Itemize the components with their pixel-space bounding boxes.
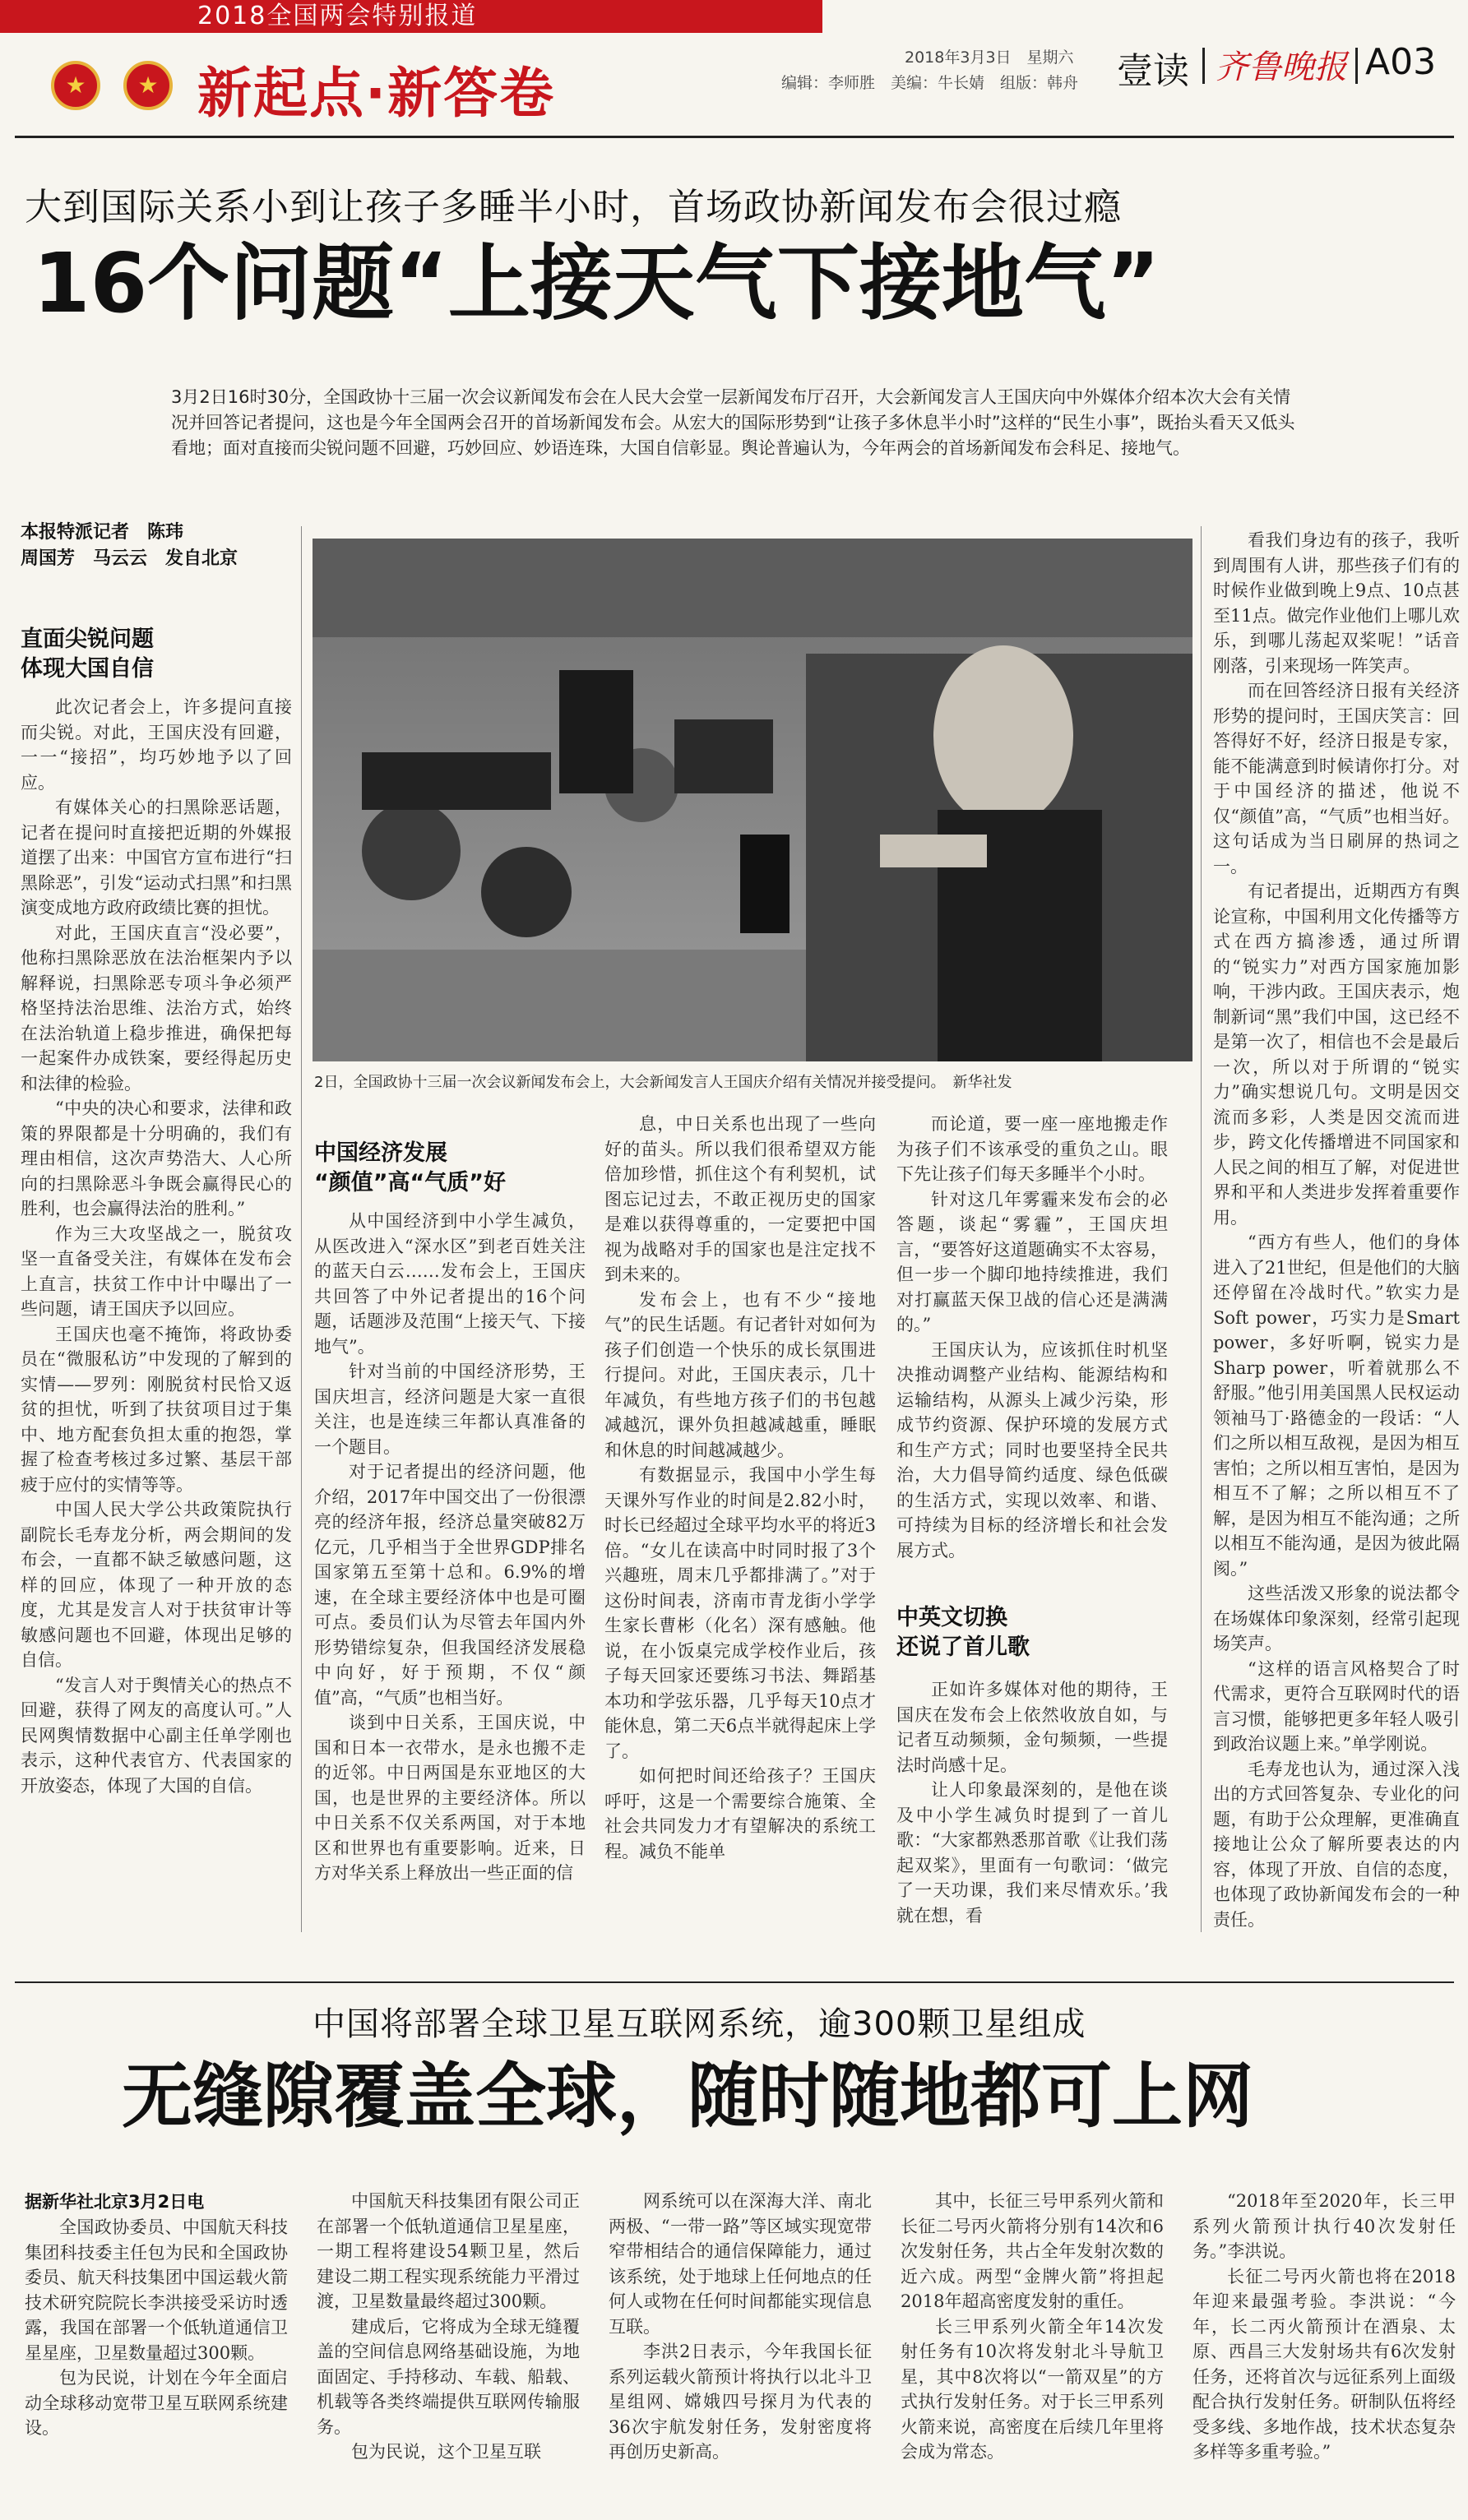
paragraph: 毛寿龙也认为，通过深入浅出的方式回答复杂、专业化的问题，有助于公众理解，更准确直接地让公众了解所要表达的内容，体现了开放、自信的态度，也体现了政协新闻发布会的一种责任。 (1213, 1759, 1460, 1930)
paragraph: 全国政协委员、中国航天科技集团科技委主任包为民和全国政协委员、航天科技集团中国运载火箭技术研究院院长李洪接受采访时透露，我国在部署一个低轨道通信卫星星座，卫星数量超过300颗。 (25, 2217, 288, 2363)
story1-column-5 (1213, 528, 1460, 1934)
paragraph: “2018年至2020年，长三甲系列火箭预计执行40次发射任务。”李洪说。 (1192, 2191, 1456, 2261)
paragraph: 作为三大攻坚战之一，脱贫攻坚一直备受关注，有媒体在发布会上直言，扶贫工作中计中曝出了一些问题，请王国庆予以回应。 (21, 1223, 292, 1319)
paragraph: 王国庆认为，应该抓住时机坚决推动调整产业结构、能源结构和运输结构，从源头上减少污染，形成节约资源、保护环境的发展方式和生产方式；同时也要坚持全民共治，大力倡导简约适度、绿色低碳的生活方式，实现以效率、和谐、可持续为目标的经济增长和社会发展方式。 (896, 1339, 1168, 1561)
paragraph: 其中，长征三号甲系列火箭和长征二号丙火箭将分别有14次和6次发射任务，共占全年发射次数的近六成。两型“金牌火箭”将担起2018年超高密度发射的重任。 (901, 2191, 1164, 2311)
story2-column-5 (1192, 2189, 1456, 2509)
divider (1202, 48, 1205, 84)
story2-kicker: 中国将部署全球卫星互联网系统，逾300颗卫星组成 (313, 2005, 1086, 2043)
story2-column-1 (25, 2189, 288, 2495)
masthead (0, 0, 1468, 136)
paragraph: 而在回答经济日报有关经济形势的提问时，王国庆笑言：回答得好不好，经济日报是专家，能不能满意到时候请你打分。对于中国经济的描述，他说不仅“颜值”高，“气质”也相当好。这句话成为当日刷屏的热词之一。 (1213, 681, 1460, 876)
paragraph: 让人印象最深刻的，是他在谈及中小学生减负时提到了一首儿歌：“大家都熟悉那首歌《让我们荡起双桨》，里面有一句歌词：‘做完了一天功课，我们来尽情欢乐。’我就在想，看 (896, 1780, 1168, 1926)
subhead-economy: 中国经济发展 “颜值”高“气质”好 (314, 1140, 506, 1195)
paragraph: 正如许多媒体对他的期待，王国庆在发布会上依然收放自如，与记者互动频频，金句频频，一些提法时尚感十足。 (896, 1680, 1168, 1775)
paragraph: 谈到中日关系，王国庆说，中国和日本一衣带水，是永也搬不走的近邻。中日两国是东亚地区的大国，也是世界的主要经济体。所以中日关系不仅关系两国，对于本地区和世界也有重要影响。近来，日方对华关系上释放出一些正面的信 (314, 1713, 586, 1883)
paragraph: 李洪2日表示，今年我国长征系列运载火箭预计将执行以北斗卫星组网、嫦娥四号探月为代表的36次宇航发射任务，发射密度将再创历史新高。 (609, 2342, 872, 2462)
paragraph: 如何把时间还给孩子？王国庆呼吁，这是一个需要综合施策、全社会共同发力才有望解决的系统工程。减负不能单 (604, 1766, 876, 1861)
paragraph: 针对这几年雾霾来发布会的必答题，谈起“雾霾”，王国庆坦言，“要答好这道题确实不太容易，但一步一个脚印地持续推进，我们对打赢蓝天保卫战的信心还是满满的。” (896, 1189, 1168, 1334)
story2-column-4 (901, 2189, 1164, 2509)
story1-column-4 (896, 1112, 1168, 1605)
paragraph: 长三甲系列火箭全年14次发射任务有10次将发射北斗导航卫星，其中8次将以“一箭双星”的方式执行发射任务。对于长三甲系列火箭来说，高密度在后续几年里将会成为常态。 (901, 2316, 1164, 2462)
story1-column-3 (604, 1112, 876, 1934)
story2-column-2 (317, 2189, 580, 2509)
paragraph: 中国人民大学公共政策院执行副院长毛寿龙分析，两会期间的发布会，一直都不缺乏敏感问题，这样的回应，体现了一种开放的态度，尤其是发言人对于扶贫审计等敏感问题也不回避，体现出足够的自信。 (21, 1500, 292, 1670)
paragraph: “西方有些人，他们的身体进入了21世纪，但是他们的大脑还停留在冷战时代。”软实力是Soft power，巧实力是Smart power，多好听啊，锐实力是Sharp power，听着就那么不舒服。”他引用美国黑人民权运动领袖马丁·路德金的一段话：“人们之所以相互敌视，是因为相互害怕；之所以相互害怕，是因为相互不了解；之所以相互不了解，是因为相互不能沟通；之所以相互不能沟通，是因为彼此隔阂。” (1213, 1232, 1460, 1579)
paragraph: 有数据显示，我国中小学生每天课外写作业的时间是2.82小时，时长已经超过全球平均水平的将近3倍。“女儿在读高中时同时报了3个兴趣班，周末几乎都排满了。”对于这份时间表，济南市青龙街小学学生家长曹彬（化名）深有感触。他说，在小饭桌完成学校作业后，孩子每天回家还要练习书法、舞蹈基本功和学弦乐器，几乎每天10点才能休息，第二天6点半就得起床上学了。 (604, 1465, 876, 1761)
paragraph: “发言人对于舆情关心的热点不回避，获得了网友的高度认可。”人民网舆情数据中心副主任单学刚也表示，这种代表官方、代表国家的开放姿态，体现了大国的自信。 (21, 1675, 292, 1796)
column-divider (1201, 526, 1202, 1932)
paragraph: 有记者提出，近期西方有舆论宣称，中国利用文化传播等方式在西方搞渗透，通过所谓的“锐实力”对西方国家施加影响，干涉内政。王国庆表示，炮制新词“黑”我们中国，这已经不是第一次了，相信也不会是最后一次，所以对于所谓的“锐实力”确实想说几句。文明是因交流而多彩，人类是因交流而进步，跨文化传播增进不同国家和人民之间的相互了解，对促进世界和平和人类进步发挥着重要作用。 (1213, 881, 1460, 1228)
story1-column-4b (896, 1677, 1168, 1932)
paragraph: 包为民说，这个卫星互联 (351, 2442, 541, 2462)
paragraph: 发布会上，也有不少“接地气”的民生话题。有记者针对如何为孩子们创造一个快乐的成长氛围进行提问。对此，王国庆表示，几十年减负，有些地方孩子们的书包越减越沉，课外负担越减越重，睡眠和休息的时间越减越少。 (604, 1289, 876, 1460)
paragraph: 网系统可以在深海大洋、南北两极、“一带一路”等区域实现宽带窄带相结合的通信保障能力，通过该系统，处于地球上任何地点的任何人或物在任何时间都能实现信息互联。 (609, 2191, 872, 2337)
story1-column-2 (314, 1209, 586, 1932)
national-emblem-icon (51, 61, 100, 110)
paragraph: 看我们身边有的孩子，我听到周围有人讲，那些孩子们有的时候作业做到晚上9点、10点甚至11点。做完作业他们上哪儿欢乐，到哪儿荡起双桨呢！”话音刚落，引来现场一阵笑声。 (1213, 530, 1460, 676)
paragraph: 对此，王国庆直言“没必要”，他称扫黑除恶放在法治框架内予以解释说，扫黑除恶专项斗争必须严格坚持法治思维、法治方式，始终在法治轨道上稳步推进，确保把每一起案件办成铁案，要经得起历史和法律的检验。 (21, 922, 292, 1094)
paragraph: 对于记者提出的经济问题，他介绍，2017年中国交出了一份很漂亮的经济年报，经济总量突破82万亿元，几乎相当于全世界GDP排名国家第五至第十总和。6.9%的增速，在全球主要经济体中也是可圈可点。委员们认为尽管去年国内外形势错综复杂，但我国经济发展稳中向好，好于预期，不仅“颜值”高，“气质”也相当好。 (314, 1462, 586, 1708)
column-divider (301, 526, 302, 1932)
paragraph: 此次记者会上，许多提问直接而尖锐。对此，王国庆没有回避，一一“接招”，均巧妙地予以了回应。 (21, 697, 292, 793)
paragraph: 中国航天科技集团有限公司正在部署一个低轨道通信卫星星座，一期工程将建设54颗卫星，然后建设二期工程实现系统能力平滑过渡，卫星数量最终超过300颗。 (317, 2191, 580, 2311)
editor-credits: 编辑：李师胜 美编：牛长婧 组版：韩舟 (781, 74, 1079, 92)
byline-location: 周国芳 马云云 发自北京 (21, 548, 238, 569)
byline-reporters: 本报特派记者 陈玮 (21, 522, 184, 543)
masthead-rule (15, 136, 1454, 138)
subhead-confidence: 直面尖锐问题 体现大国自信 (21, 627, 154, 682)
issue-date: 2018年3月3日 星期六 (905, 49, 1074, 67)
story2-column-3 (609, 2189, 872, 2509)
photo-illustration (313, 539, 1192, 1061)
paragraph: “中央的决心和要求，法律和政策的界限都是十分明确的，我们有理由相信，这次声势浩大、人心所向的扫黑除恶斗争既会赢得民心的胜利，也会赢得法治的胜利。” (21, 1098, 292, 1218)
paragraph: 王国庆也毫不掩饰，将政协委员在“微服私访”中发现的了解到的实情——罗列：刚脱贫村民恰又返贫的担忧，听到了扶贫项目过于集中、地方配套负担太重的抱怨，掌握了检查考核过多过繁、基层干部疲于应付的实情等等。 (21, 1324, 292, 1495)
slogan: 新起点·新答卷 (197, 62, 556, 125)
page-number: A03 (1365, 41, 1437, 83)
divider (1355, 48, 1358, 84)
paragraph: 有媒体关心的扫黑除恶话题，记者在提问时直接把近期的外媒报道摆了出来：中国官方宣布进行“扫黑除恶”，引发“运动式扫黑”和扫黑演变成地方政府政绩比赛的担忧。 (21, 798, 292, 918)
paragraph: 长征二号丙火箭也将在2018年迎来最强考验。李洪说：“今年，长二丙火箭预计在酒泉、太原、西昌三大发射场共有6次发射任务，还将首次与远征系列上面级配合执行发射任务。研制队伍将经受多线、多地作战，技术状态复杂多样等多重考验。” (1192, 2266, 1456, 2462)
paragraph: 息，中日关系也出现了一些向好的苗头。所以我们很希望双方能倍加珍惜，抓住这个有利契机，试图忘记过去，不敢正视历史的国家是难以获得尊重的，一定要把中国视为战略对手的国家也是注定找不到未来的。 (604, 1114, 876, 1284)
story2-column-1-body (25, 2215, 288, 2495)
story2-headline: 无缝隙覆盖全球，随时随地都可上网 (122, 2055, 1253, 2138)
paragraph: 针对当前的中国经济形势，王国庆坦言，经济问题是大家一直很关注，也是连续三年都认真准备的一个题目。 (314, 1362, 586, 1457)
paragraph: 从中国经济到中小学生减负，从医改进入“深水区”到老百姓关注的蓝天白云……发布会上，王国庆共回答了中外记者提出的16个问题，话题涉及范围“上接天气、下接地气”。 (314, 1211, 586, 1357)
paragraph: 建成后，它将成为全球无缝覆盖的空间信息网络基础设施，为地面固定、手持移动、车载、船载、机载等各类终端提供互联网传输服务。 (317, 2316, 580, 2437)
photo-caption: 2日，全国政协十三届一次会议新闻发布会上，大会新闻发言人王国庆介绍有关情况并接受提问。 新华社发 (314, 1074, 1012, 1091)
section-rule (15, 1981, 1454, 1983)
subhead-bilingual: 中英文切换 还说了首儿歌 (896, 1605, 1030, 1660)
special-report-label: 2018全国两会特别报道 (197, 2, 478, 30)
story2-dateline: 据新华社北京3月2日电 (25, 2192, 205, 2212)
story1-byline (21, 520, 292, 572)
paragraph: 而论道，要一座一座地搬走作为孩子们不该承受的重负之山。眼下先让孩子们每天多睡半个小时。 (896, 1114, 1168, 1184)
story1-column-1 (21, 695, 292, 1928)
paragraph: 这些活泼又形象的说法都令在场媒体印象深刻，经常引起现场笑声。 (1213, 1584, 1460, 1653)
paper-logo: 齐鲁晚报 (1216, 49, 1347, 86)
story1-headline: 16个问题“上接天气下接地气” (33, 235, 1160, 331)
special-report-band (0, 0, 822, 33)
issue-weekday: 星期六 (1026, 49, 1074, 67)
paragraph: “这样的语言风格契合了时代需求，更符合互联网时代的语言习惯，能够把更多年轻人吸引到政治议题上来。”单学刚说。 (1213, 1658, 1460, 1754)
story1-lead: 3月2日16时30分，全国政协十三届一次会议新闻发布会在人民大会堂一层新闻发布厅召开，大会新闻发言人王国庆向中外媒体介绍本次大会有关情况并回答记者提问，这也是今年全国两会召开的首场新闻发布会。从宏大的国际形势到“让孩子多休息半小时”这样的“民生小事”，既抬头看天又低头看地；面对直接而尖锐问题不回避，巧妙回应、妙语连珠，大国自信彰显。舆论普遍认为，今年两会的首场新闻发布会科足、接地气。 (171, 387, 1295, 458)
story1-kicker: 大到国际关系小到让孩子多睡半小时，首场政协新闻发布会很过瘾 (25, 185, 1123, 229)
press-conference-photo (313, 539, 1192, 1061)
cppcc-emblem-icon (123, 61, 173, 110)
paragraph: 包为民说，计划在今年全面启动全球移动宽带卫星互联网系统建设。 (25, 2368, 288, 2438)
section-name: 壹读 (1117, 50, 1189, 92)
